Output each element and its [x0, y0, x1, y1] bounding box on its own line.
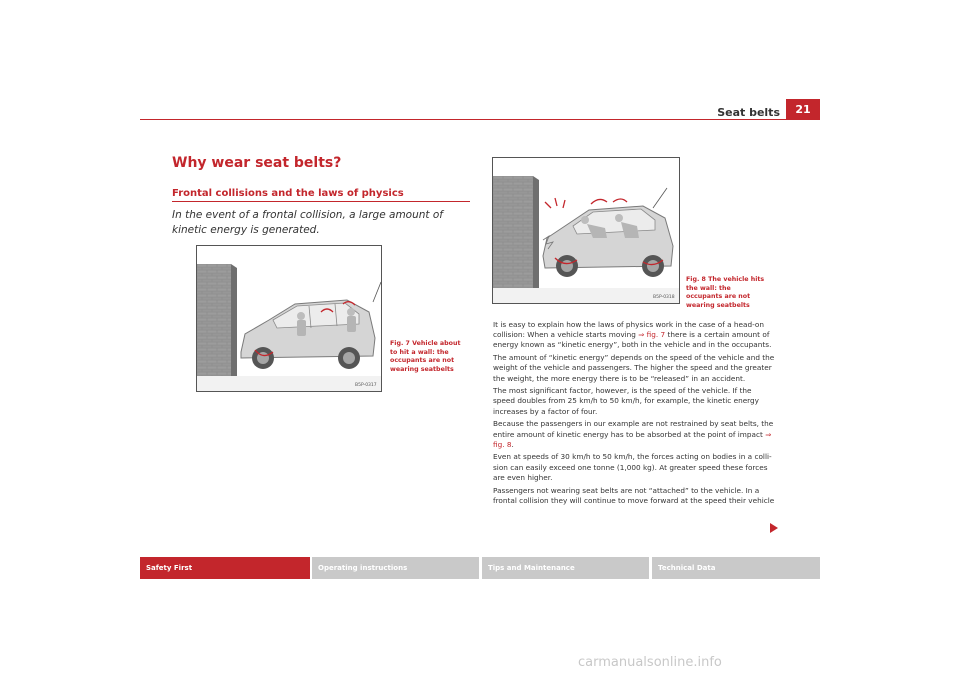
fig-8-link[interactable]: ⇒ fig. 8: [493, 429, 772, 449]
figure-7-code: B5P-0317: [355, 383, 377, 388]
watermark: carmanualsonline.info: [578, 655, 722, 670]
figure-8-code: B5P-0318: [653, 295, 675, 300]
figure-7-illustration: [196, 245, 382, 392]
tab-technical-data[interactable]: Technical Data: [652, 557, 820, 579]
paragraph-4: Because the passengers in our example are not restrained by seat belts, the entire amount of kinetic energy has to be absorbed at the point of impact ⇒ fig. 8.: [493, 419, 774, 449]
figure-8-caption: Fig. 8 The vehicle hits the wall: the occupants are not wearing seatbelts: [686, 276, 765, 309]
tab-operating-instructions[interactable]: Operating instructions: [312, 557, 479, 579]
paragraph-3: The most significant factor, however, is the speed of the vehicle. If the speed doubles from 25 km/h to 50 km/h, for example, the kinetic energy increases by a factor of four.: [493, 386, 760, 416]
tab-tips-and-maintenance[interactable]: Tips and Maintenance: [482, 557, 649, 579]
fig-7-link[interactable]: ⇒ fig. 7: [638, 330, 666, 340]
intro-text: In the event of a frontal collision, a large amount of kinetic energy is generated.: [172, 209, 443, 236]
car-impact-drawing: [493, 158, 679, 303]
tab-safety-first[interactable]: Safety First: [140, 557, 310, 579]
paragraph-2: The amount of “kinetic energy” depends on the speed of the vehicle and the weight of the vehicle and passengers. The higher the speed and the greater the weight, the more energy there is to be “released” in an accident.: [493, 353, 775, 383]
section-title: Seat belts: [717, 106, 780, 119]
page-heading: Why wear seat belts?: [172, 155, 342, 171]
paragraph-1: It is easy to explain how the laws of physics work in the case of a head-on collision: When a vehicle starts moving ⇒ fig. 7 there is a certain amount of energy known as “kinetic energy”, both in the vehicle and in the occupants.: [493, 320, 772, 350]
subheading-rule: [172, 201, 470, 202]
paragraph-6: Passengers not wearing seat belts are not “attached” to the vehicle. In a frontal collision they will continue to move forward at the speed their vehicle: [493, 485, 775, 505]
body-text: [493, 320, 775, 508]
car-before-impact-drawing: [197, 246, 381, 391]
page-number: 21: [786, 99, 820, 119]
header-rule: [140, 119, 820, 120]
continue-arrow-icon: [770, 523, 778, 533]
section-subheading: Frontal collisions and the laws of physics: [172, 188, 404, 199]
paragraph-5: Even at speeds of 30 km/h to 50 km/h, the forces acting on bodies in a colli-sion can easily exceed one tonne (1,000 kg). At greater speed these forces are even higher.: [493, 452, 772, 482]
figure-8-illustration: [492, 157, 680, 304]
figure-7-caption: Fig. 7 Vehicle about to hit a wall: the occupants are not wearing seatbelts: [390, 340, 461, 373]
